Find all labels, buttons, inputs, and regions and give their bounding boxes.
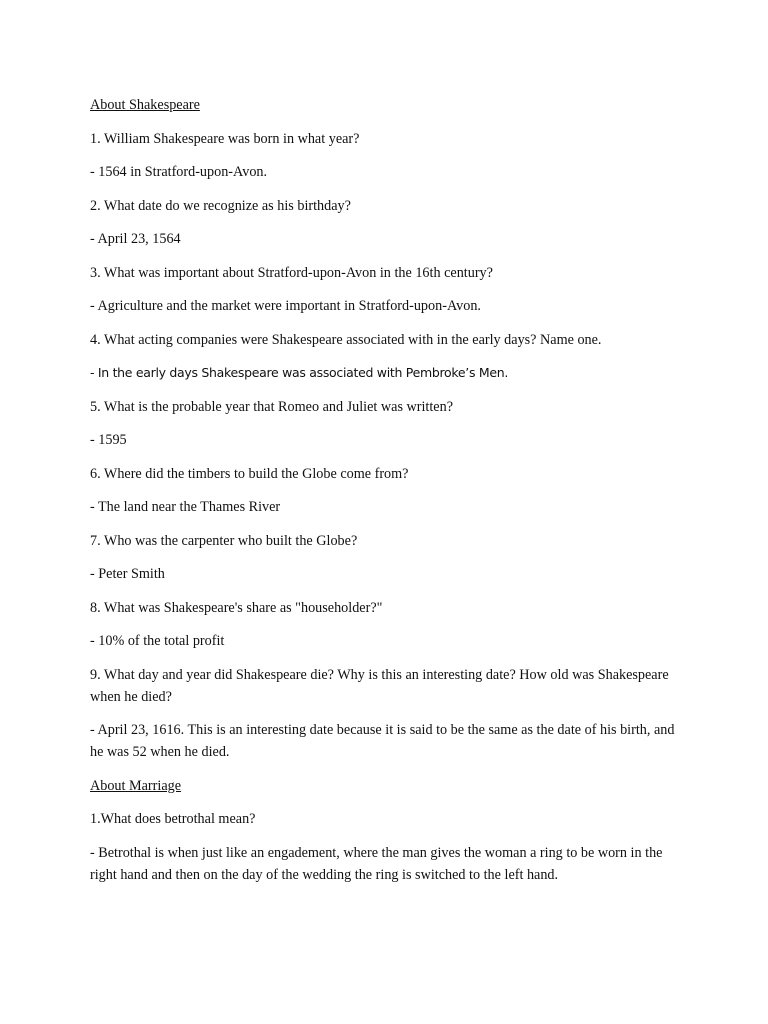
answer-9: - April 23, 1616. This is an interesting date because it is said to be the same as the date of his birth, and he was 52 when he died. (90, 722, 675, 760)
marriage-question-1: 1.What does betrothal mean? (90, 811, 256, 827)
answer-7: - Peter Smith (90, 566, 165, 582)
question-2: 2. What date do we recognize as his birthday? (90, 197, 351, 214)
answer-3: - Agriculture and the market were important in Stratford-upon-Avon. (90, 298, 481, 314)
question-8: 8. What was Shakespeare's share as "householder?" (90, 599, 383, 616)
question-7: 7. Who was the carpenter who built the Globe? (90, 532, 358, 549)
answer-5: - 1595 (90, 432, 127, 448)
answer-2: - April 23, 1564 (90, 231, 181, 247)
document-page (90, 94, 690, 897)
answer-4: - In the early days Shakespeare was associated with Pembroke’s Men. (90, 365, 509, 380)
question-6: 6. Where did the timbers to build the Globe come from? (90, 465, 409, 482)
answer-6: - The land near the Thames River (90, 499, 281, 515)
answer-1: - 1564 in Stratford-upon-Avon. (90, 164, 268, 180)
question-9: 9. What day and year did Shakespeare die? Why is this an interesting date? How old was Shakespeare when he died? (90, 666, 669, 705)
marriage-answer-1: - Betrothal is when just like an engadement, where the man gives the woman a ring to be worn in the right hand and then on the day of the wedding the ring is switched to the left hand. (90, 844, 663, 883)
question-3: 3. What was important about Stratford-upon-Avon in the 16th century? (90, 264, 493, 281)
question-5: 5. What is the probable year that Romeo and Juliet was written? (90, 398, 453, 415)
question-1: 1. William Shakespeare was born in what year? (90, 130, 360, 147)
answer-8: - 10% of the total profit (90, 633, 225, 649)
section-heading-about-shakespeare: About Shakespeare (90, 97, 200, 113)
section-heading-about-marriage: About Marriage (90, 777, 182, 794)
question-4: 4. What acting companies were Shakespeare associated with in the early days? Name one. (90, 331, 602, 348)
